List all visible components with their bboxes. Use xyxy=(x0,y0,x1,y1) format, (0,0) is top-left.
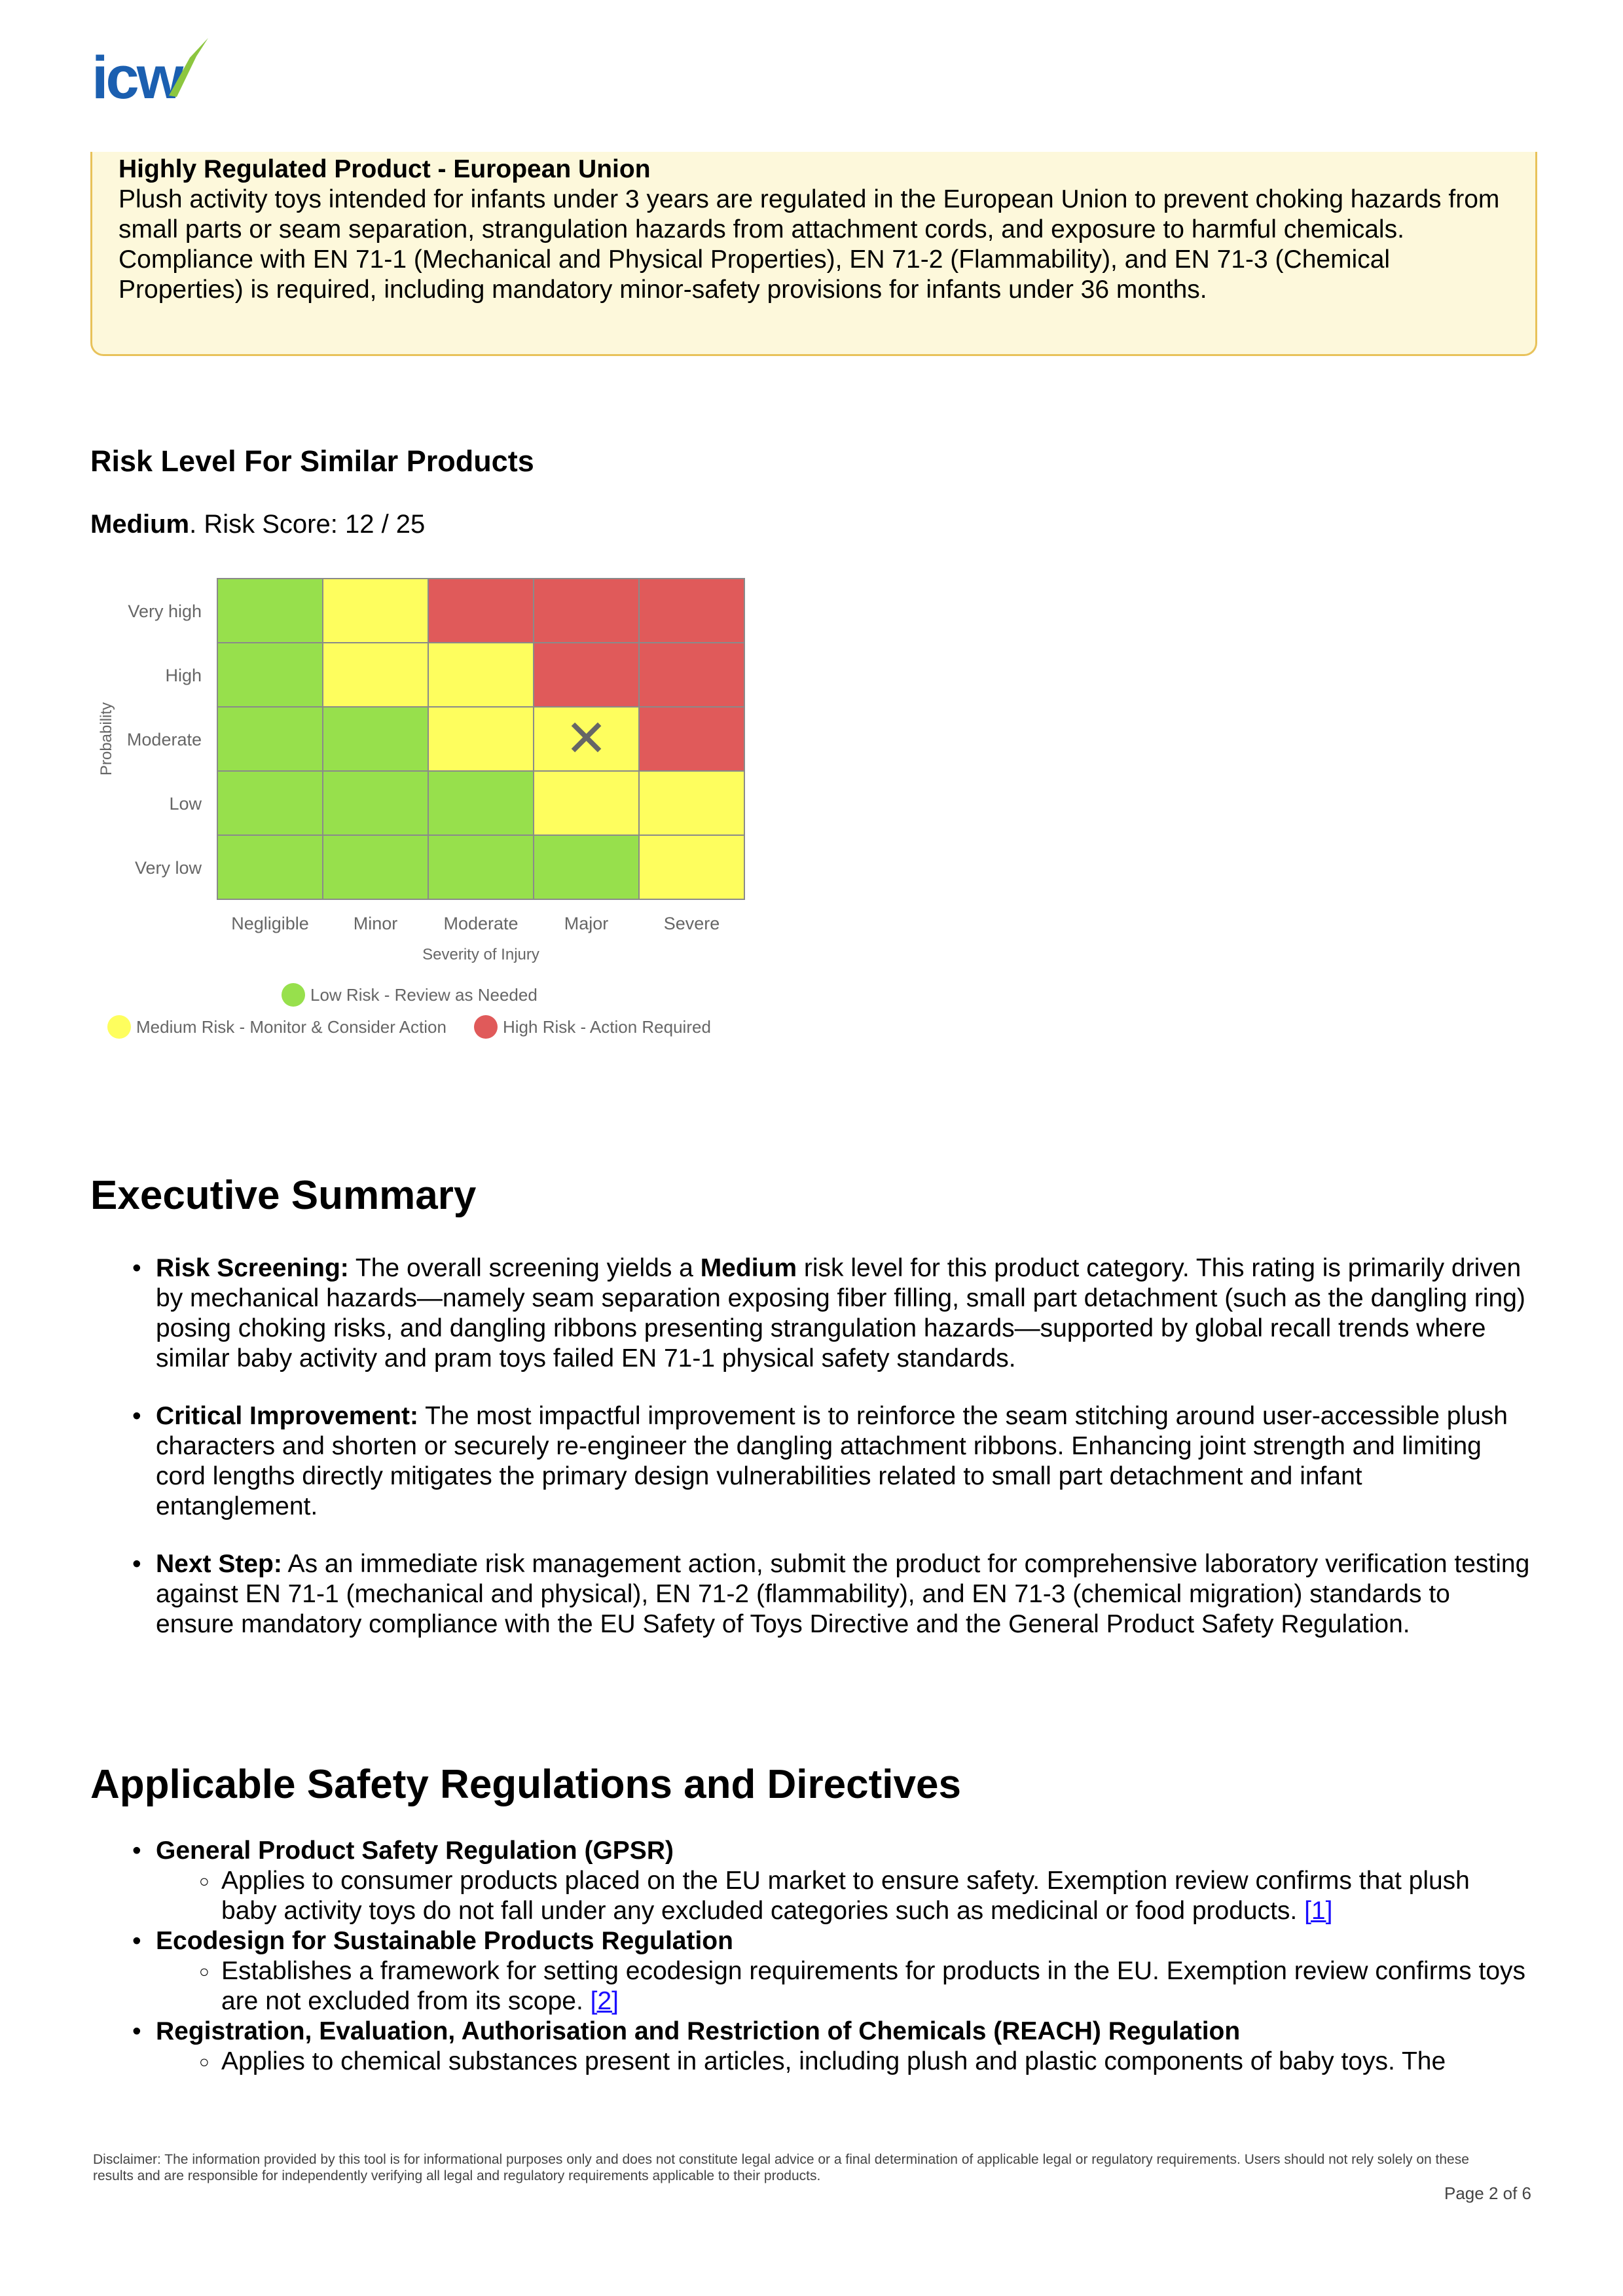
matrix-cell-very-low-minor xyxy=(323,835,428,899)
regulations-heading: Applicable Safety Regulations and Directives xyxy=(90,1762,961,1807)
matrix-cell-very-low-moderate xyxy=(428,835,534,899)
x-tick-label: Major xyxy=(564,914,609,933)
risk-matrix-chart xyxy=(90,569,758,1054)
summary-item-label: Risk Screening: xyxy=(156,1254,349,1282)
matrix-cell-very-high-minor xyxy=(323,579,428,643)
regulation-detail-text: Establishes a framework for setting ecodesign requirements for products in the EU. Exemption review confirms toys are not excluded from its scope. xyxy=(221,1957,1526,2015)
regulation-detail xyxy=(221,1956,1531,2017)
summary-item-label: Critical Improvement: xyxy=(156,1402,418,1430)
summary-item-text: risk level for this product category. This rating is primarily driven by mechanical hazards—namely seam separation exposing fiber filling, small part detachment (such as the dangling ring) posing choking risks, and dangling ribbons presenting strangulation hazards—supported by global recall trends where similar baby activity and pram toys failed EN 71-1 physical safety standards. xyxy=(156,1254,1525,1372)
matrix-cell-very-low-negligible xyxy=(217,835,323,899)
legend-swatch-medium xyxy=(107,1015,131,1039)
regulation-detail-text: Applies to chemical substances present in articles, including plush and plastic components of baby toys. The xyxy=(221,2047,1446,2075)
summary-item-critical-improvement xyxy=(156,1401,1531,1522)
page-number: Page 2 of 6 xyxy=(1444,2183,1531,2203)
matrix-cell-moderate-moderate xyxy=(428,707,534,771)
matrix-cell-very-high-severe xyxy=(639,579,744,643)
risk-level-heading: Risk Level For Similar Products xyxy=(90,444,534,478)
legend-swatch-low xyxy=(282,983,305,1007)
y-tick-label: Very low xyxy=(134,858,202,878)
matrix-cell-low-major xyxy=(534,771,639,835)
matrix-cell-moderate-severe xyxy=(639,707,744,771)
matrix-cell-high-negligible xyxy=(217,643,323,707)
x-tick-label: Negligible xyxy=(231,914,309,933)
y-tick-label: Moderate xyxy=(126,730,202,749)
summary-item-risk-screening xyxy=(156,1253,1531,1374)
notice-body: Plush activity toys intended for infants under 3 years are regulated in the European Union to prevent choking hazards from small parts or seam separation, strangulation hazards from attachment cords, and exposure to harmful chemicals. Compliance with EN 71-1 (Mechanical and Physical Properties), EN 71-2 (Flammability), and EN 71-3 (Chemical Properties) is required, including mandatory minor-safety provisions for infants under 36 months. xyxy=(119,185,1500,304)
summary-item-label: Next Step: xyxy=(156,1550,282,1578)
regulation-detail xyxy=(221,2047,1531,2077)
reference-link-2[interactable]: [2] xyxy=(590,1987,619,2015)
matrix-cell-high-major xyxy=(534,643,639,707)
reference-link-1[interactable]: [1] xyxy=(1304,1897,1333,1925)
legend-label-medium: Medium Risk - Monitor & Consider Action xyxy=(136,1017,447,1037)
matrix-cell-very-high-negligible xyxy=(217,579,323,643)
executive-summary-list xyxy=(90,1253,1531,1667)
y-tick-label: High xyxy=(165,666,202,685)
matrix-cell-low-negligible xyxy=(217,771,323,835)
regulation-item xyxy=(156,1836,1531,1926)
risk-score-line xyxy=(90,508,425,541)
x-tick-label: Severe xyxy=(663,914,720,933)
company-logo xyxy=(92,38,216,103)
x-tick-label: Minor xyxy=(353,914,398,933)
risk-score-text: . Risk Score: 12 / 25 xyxy=(189,510,426,539)
matrix-cell-high-minor xyxy=(323,643,428,707)
matrix-cell-very-high-moderate xyxy=(428,579,534,643)
logo-text: icw xyxy=(92,45,181,103)
summary-item-text: The overall screening yields a xyxy=(348,1254,701,1282)
matrix-cell-very-low-severe xyxy=(639,835,744,899)
x-axis-label: Severity of Injury xyxy=(422,946,539,963)
regulation-name: Ecodesign for Sustainable Products Regulation xyxy=(156,1927,733,1955)
summary-item-text: The most impactful improvement is to reinforce the seam stitching around user-accessible plush characters and shorten or securely re-engineer the dangling attachment ribbons. Enhancing joint strength and limiting cord lengths directly mitigates the primary design vulnerabilities related to small part detachment and infant entanglement. xyxy=(156,1402,1508,1520)
risk-marker-icon: ✕ xyxy=(564,709,608,768)
summary-item-bold: Medium xyxy=(700,1254,797,1282)
executive-summary-heading: Executive Summary xyxy=(90,1173,477,1218)
matrix-cell-high-moderate xyxy=(428,643,534,707)
matrix-cell-very-high-major xyxy=(534,579,639,643)
y-axis-label: Probability xyxy=(98,702,115,776)
legend-label-low: Low Risk - Review as Needed xyxy=(310,985,538,1005)
matrix-cell-moderate-minor xyxy=(323,707,428,771)
notice-title: Highly Regulated Product - European Union xyxy=(119,155,651,183)
x-tick-label: Moderate xyxy=(443,914,519,933)
regulations-list xyxy=(90,1836,1531,2077)
summary-item-next-step xyxy=(156,1549,1531,1640)
y-tick-label: Very high xyxy=(128,601,202,621)
regulation-item xyxy=(156,1926,1531,2017)
matrix-cell-low-moderate xyxy=(428,771,534,835)
regulation-detail-text: Applies to consumer products placed on the EU market to ensure safety. Exemption review confirms that plush baby activity toys do not fall under any excluded categories such as medicinal or food products. xyxy=(221,1867,1470,1925)
y-tick-label: Low xyxy=(169,794,202,814)
matrix-cell-high-severe xyxy=(639,643,744,707)
disclaimer: Disclaimer: The information provided by this tool is for informational purposes only and does not constitute legal advice or a final determination of applicable legal or regulatory requirements. Users should not rely solely on these results and are responsible for independently verifying all legal and regulatory requirements applicable to their products. xyxy=(93,2152,1469,2183)
legend-label-high: High Risk - Action Required xyxy=(503,1017,711,1037)
regulation-detail xyxy=(221,1866,1531,1926)
regulation-name: Registration, Evaluation, Authorisation and Restriction of Chemicals (REACH) Regulation xyxy=(156,2017,1241,2045)
matrix-cell-moderate-negligible xyxy=(217,707,323,771)
risk-level-value: Medium xyxy=(90,510,190,539)
summary-item-text: As an immediate risk management action, submit the product for comprehensive laboratory verification testing against EN 71-1 (mechanical and physical), EN 71-2 (flammability), and EN 71-3 (chemical migration) standards to ensure mandatory compliance with the EU Safety of Toys Directive and the General Product Safety Regulation. xyxy=(156,1550,1530,1638)
regulation-name: General Product Safety Regulation (GPSR) xyxy=(156,1837,674,1865)
legend-swatch-high xyxy=(474,1015,498,1039)
matrix-cell-low-minor xyxy=(323,771,428,835)
regulated-product-notice xyxy=(90,152,1537,356)
matrix-cell-low-severe xyxy=(639,771,744,835)
regulation-item xyxy=(156,2017,1531,2077)
matrix-cell-very-low-major xyxy=(534,835,639,899)
